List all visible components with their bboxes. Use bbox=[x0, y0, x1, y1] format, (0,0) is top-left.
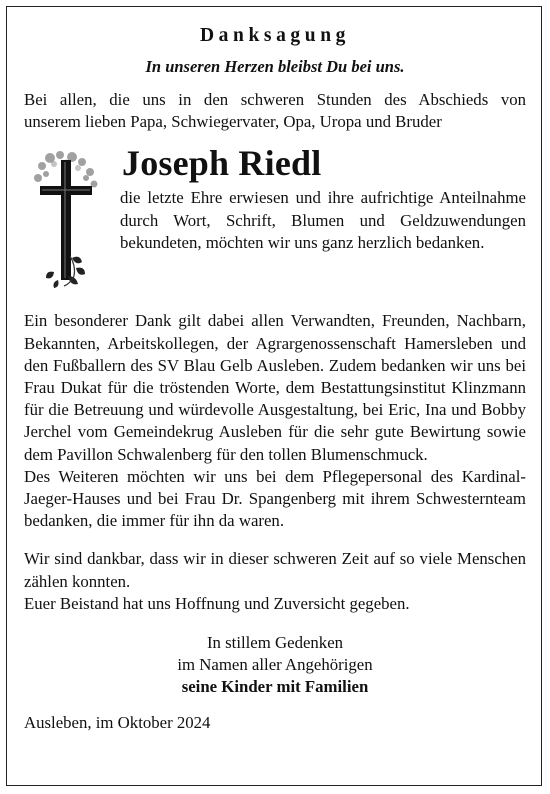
signature-block bbox=[24, 632, 526, 699]
closing-line-1: Wir sind dankbar, dass wir in dieser schweren Zeit auf so viele Menschen zählen konnten. bbox=[24, 549, 526, 591]
notice-title: Danksagung bbox=[199, 25, 351, 46]
place-and-date: Ausleben, im Oktober 2024 bbox=[24, 712, 211, 732]
signature-line-2: im Namen aller Angehörigen bbox=[177, 655, 373, 675]
intro-line-1: Bei allen, die uns in den schweren Stunden des Abschieds von bbox=[24, 90, 526, 109]
thanks-paragraph-1: Ein besonderer Dank gilt dabei allen Verwandten, Freunden, Nachbarn, Bekannten, Arbeitskollegen, der Agrargenossenschaft Hamersleben und den Fußballern des SV Blau Gelb Ausleben. Zudem bedanken wir uns bei Frau Dukat für die tröstenden Worte, dem Bestattungsinstitut Klinzmann für die Betreuung und würdevolle Ausgestaltung, bei Eric, Ina und Bobby Jerchel vom Gemeindekrug Ausleben für die sehr gute Bewirtung sowie dem Pavillon Schwalenberg für den tollen Blumenschmuck. bbox=[24, 311, 526, 464]
deceased-name: Joseph Riedl bbox=[122, 143, 322, 184]
cross-with-ivy-icon bbox=[32, 148, 102, 288]
closing-line-2: Euer Beistand hat uns Hoffnung und Zuversicht gegeben. bbox=[24, 593, 410, 613]
intro-line-2: unserem lieben Papa, Schwiegervater, Opa, Uropa und Bruder bbox=[24, 112, 442, 132]
gratitude-text: die letzte Ehre erwiesen und ihre aufrichtige Anteilnahme durch Wort, Schrift, Blumen und Geldzuwendungen bekundeten, möchten wir uns ganz herzlich bedanken. bbox=[120, 188, 526, 252]
name-section bbox=[24, 133, 526, 287]
signature-line-3: seine Kinder mit Familien bbox=[181, 677, 369, 697]
notice-subtitle: In unseren Herzen bleibst Du bei uns. bbox=[145, 57, 405, 76]
obituary-thanks-notice bbox=[24, 24, 526, 734]
thanks-paragraph-2: Des Weiteren möchten wir uns bei dem Pflegepersonal des Kardinal-Jaeger-Hauses und bei Frau Dr. Spangenberg mit ihrem Schwesternteam bedanken, die immer für ihn da waren. bbox=[24, 466, 526, 531]
signature-line-1: In stillem Gedenken bbox=[206, 633, 344, 653]
